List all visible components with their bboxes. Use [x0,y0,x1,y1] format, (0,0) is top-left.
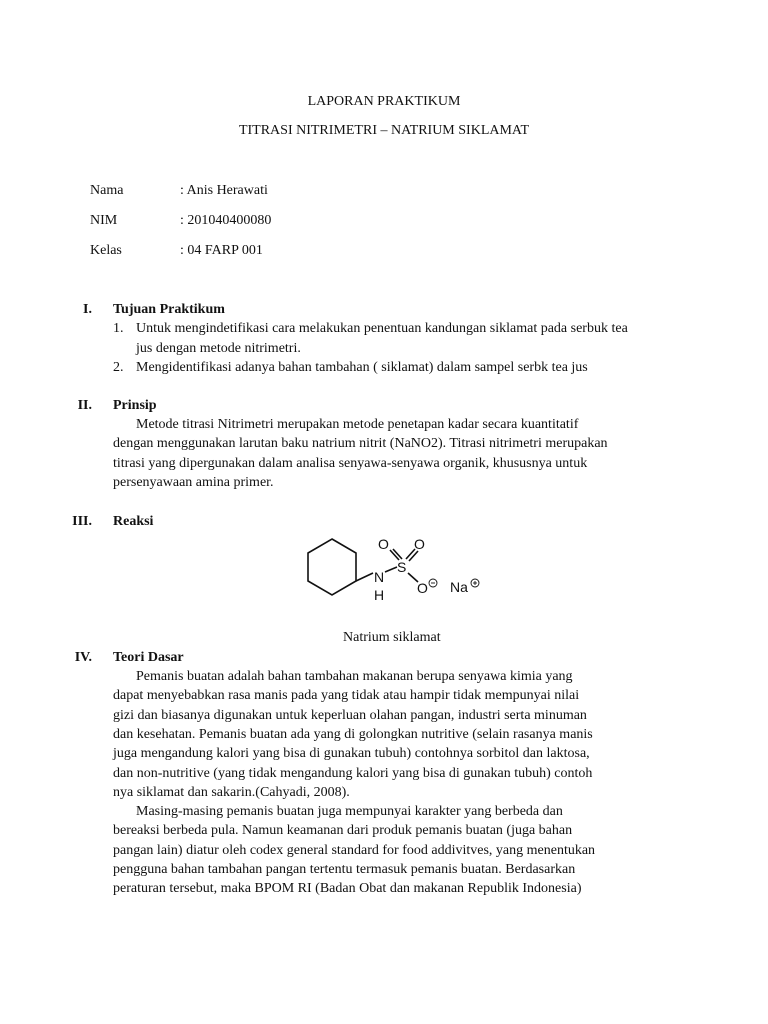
paragraph-line: peraturan tersebut, maka BPOM RI (Badan Obat dan makanan Republik Indonesia) [113,881,582,896]
report-subtitle: TITRASI NITRIMETRI – NATRIUM SIKLAMAT [238,123,530,138]
section-numeral-3: III. [72,514,92,529]
section-heading-reaksi: Reaksi [113,514,154,529]
paragraph-line: dan non-nutritive (yang tidak mengandung kalori yang bisa di gunakan tubuh) contoh [113,766,593,781]
report-title: LAPORAN PRAKTIKUM [307,94,461,109]
paragraph-line: pangan lain) diatur oleh codex general standard for food addivitves, yang menentukan [113,843,596,858]
paragraph-line: Masing-masing pemanis buatan juga mempunyai karakter yang berbeda dan [136,804,563,819]
atom-h: H [374,587,385,603]
cyclohexane-ring [308,539,356,595]
paragraph-line: persenyawaan amina primer. [113,475,274,490]
identity-value-name: : Anis Herawati [180,183,268,198]
identity-label-name: Nama [90,183,124,198]
section-numeral-4: IV. [74,650,92,665]
identity-value-nim: : 201040400080 [180,213,272,228]
list-item-text: Untuk mengindetifikasi cara melakukan penentuan kandungan siklamat pada serbuk tea [136,321,628,336]
atom-n: N [374,569,385,585]
sodium-cyclamate-structure [300,530,520,620]
paragraph-line: juga mengandung kalori yang bisa di gunakan tubuh) contohnya sorbitol dan laktosa, [113,746,590,761]
list-number: 1. [113,321,124,336]
section-heading-teori-dasar: Teori Dasar [113,650,184,665]
paragraph-line: dengan menggunakan larutan baku natrium nitrit (NaNO2). Titrasi nitrimetri merupakan [113,436,608,451]
paragraph-line: dapat menyebabkan rasa manis pada yang tidak atau hampir tidak mempunyai nilai [113,688,580,703]
paragraph-line: dan kesehatan. Pemanis buatan ada yang di golongkan nutritive (selain rasanya manis [113,727,593,742]
negative-charge-icon [429,579,437,587]
section-numeral-1: I. [83,302,92,317]
section-heading-tujuan: Tujuan Praktikum [113,302,225,317]
list-item-text: jus dengan metode nitrimetri. [136,341,301,356]
section-heading-prinsip: Prinsip [113,398,157,413]
atom-o-minus: O [417,580,428,596]
atom-o-right: O [414,536,425,552]
list-item-text: Mengidentifikasi adanya bahan tambahan ( siklamat) dalam sampel serbk tea jus [136,360,588,375]
section-numeral-2: II. [77,398,92,413]
atom-o-top: O [378,536,389,552]
paragraph-line: Metode titrasi Nitrimetri merupakan metode penetapan kadar secara kuantitatif [136,417,579,432]
atom-s: S [397,559,407,575]
identity-label-nim: NIM [90,213,118,228]
paragraph-line: gizi dan biasanya digunakan untuk keperluan olahan pangan, industri serta minuman [113,708,587,723]
atom-na: Na [450,579,468,595]
paragraph-line: nya siklamat dan sakarin.(Cahyadi, 2008). [113,785,350,800]
paragraph-line: titrasi yang dipergunakan dalam analisa senyawa-senyawa organik, khususnya untuk [113,456,588,471]
list-number: 2. [113,360,124,375]
structure-caption: Natrium siklamat [343,630,441,645]
positive-charge-icon [471,579,479,587]
identity-label-kelas: Kelas [90,243,122,258]
paragraph-line: Pemanis buatan adalah bahan tambahan makanan berupa senyawa kimia yang [136,669,573,684]
identity-value-kelas: : 04 FARP 001 [180,243,263,258]
paragraph-line: pengguna bahan tambahan pangan tertentu termasuk pemanis buatan. Berdasarkan [113,862,576,877]
paragraph-line: bereaksi berbeda pula. Namun keamanan dari produk pemanis buatan (juga bahan [113,823,573,838]
